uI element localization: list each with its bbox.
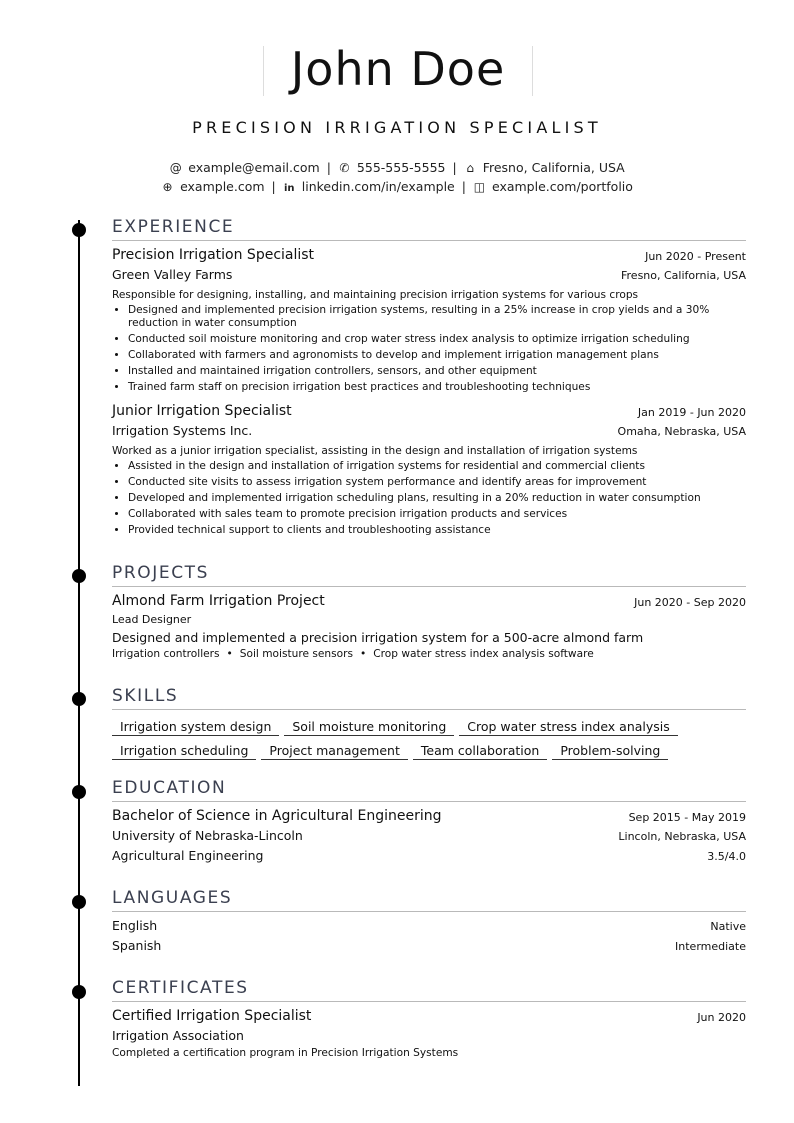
section-divider [112, 586, 746, 587]
timeline-dot-languages [72, 895, 86, 909]
section-divider [112, 911, 746, 912]
timeline-line [78, 220, 80, 1086]
job-dates: Jan 2019 - Jun 2020 [637, 406, 746, 419]
timeline-dot-education [72, 785, 86, 799]
list-item: • Collaborated with sales team to promote precision irrigation products and services [128, 508, 746, 521]
at-icon: @ [169, 161, 182, 175]
job-summary: Worked as a junior irrigation specialist, assisting in the design and installation of irrigation systems [112, 445, 638, 457]
skill-chip: Soil moisture monitoring [284, 718, 454, 736]
section-heading: LANGUAGES [112, 888, 233, 908]
field-of-study: Agricultural Engineering [112, 848, 264, 863]
school-location: Lincoln, Nebraska, USA [618, 830, 746, 843]
phone-icon: ✆ [339, 161, 350, 175]
email-contact[interactable] [169, 160, 319, 175]
project-tag: Crop water stress index analysis software [373, 648, 594, 660]
projects-section [112, 561, 746, 660]
globe-icon: ⊕ [162, 180, 173, 194]
linkedin-contact[interactable] [283, 179, 455, 194]
section-heading: EXPERIENCE [112, 217, 235, 237]
section-heading: EDUCATION [112, 778, 227, 798]
email-text: example@email.com [188, 160, 320, 175]
project-tags [112, 648, 746, 660]
portfolio-contact[interactable] [473, 179, 633, 194]
education-dates: Sep 2015 - May 2019 [628, 811, 746, 824]
skill-chip: Project management [261, 742, 407, 760]
portfolio-text: example.com/portfolio [491, 179, 633, 194]
project-role: Lead Designer [112, 613, 192, 626]
education-section [112, 776, 746, 868]
skill-chip: Irrigation system design [112, 718, 279, 736]
languages-section [112, 886, 746, 958]
certificate-name: Certified Irrigation Specialist [112, 1008, 312, 1024]
linkedin-text: linkedin.com/in/example [301, 179, 455, 194]
section-heading: PROJECTS [112, 563, 210, 583]
job-position: Precision Irrigation Specialist [112, 247, 315, 263]
location-contact [464, 160, 625, 175]
website-contact[interactable] [161, 179, 264, 194]
candidate-name: John Doe [290, 42, 506, 96]
timeline-dot-skills [72, 692, 86, 706]
project-tag: Irrigation controllers [112, 648, 220, 660]
portfolio-icon: ◫ [473, 180, 486, 194]
tag-separator: • [226, 648, 233, 660]
section-heading: SKILLS [112, 686, 179, 706]
section-divider [112, 801, 746, 802]
language-row [112, 938, 746, 958]
section-divider [112, 240, 746, 241]
job-location: Fresno, California, USA [621, 269, 746, 282]
job-company: Green Valley Farms [112, 267, 233, 282]
timeline-dot-projects [72, 569, 86, 583]
list-item: • Collaborated with farmers and agronomists to develop and implement irrigation management plans [128, 349, 746, 362]
job-company: Irrigation Systems Inc. [112, 423, 253, 438]
language-level: Intermediate [675, 940, 746, 953]
list-item: • Assisted in the design and installation of irrigation systems for residential and commercial clients [128, 460, 746, 473]
language-name: English [112, 918, 158, 933]
list-item: • Conducted soil moisture monitoring and crop water stress index analysis to optimize irrigation scheduling [128, 333, 746, 346]
project-dates: Jun 2020 - Sep 2020 [634, 596, 746, 609]
name-frame [263, 42, 533, 96]
skill-chip: Problem-solving [552, 742, 668, 760]
project-tag: Soil moisture sensors [239, 648, 354, 660]
contact-row-2 [0, 179, 794, 194]
skills-section [112, 684, 746, 764]
certificate-entry [112, 1008, 746, 1060]
language-list [112, 918, 746, 958]
education-entry [112, 808, 746, 868]
job-entry [112, 403, 746, 537]
home-icon: ⌂ [466, 161, 475, 175]
contact-separator: | [326, 160, 331, 175]
phone-contact[interactable] [338, 160, 446, 175]
contact-separator: | [452, 160, 457, 175]
contact-separator: | [461, 179, 466, 194]
job-bullets [112, 460, 746, 537]
certificates-section [112, 976, 746, 1060]
skill-row [112, 740, 746, 764]
certificate-date: Jun 2020 [697, 1011, 746, 1024]
language-name: Spanish [112, 938, 162, 953]
language-level: Native [710, 920, 746, 933]
language-row [112, 918, 746, 938]
experience-section [112, 215, 746, 540]
list-item: • Trained farm staff on precision irrigation best practices and troubleshooting techniques [128, 381, 746, 394]
skill-row [112, 716, 746, 740]
website-text: example.com [180, 179, 265, 194]
certificate-description: Completed a certification program in Precision Irrigation Systems [112, 1047, 459, 1059]
skill-chip: Crop water stress index analysis [459, 718, 677, 736]
list-item: • Developed and implemented irrigation scheduling plans, resulting in a 20% reduction in water consumption [128, 492, 746, 505]
project-title: Almond Farm Irrigation Project [112, 593, 325, 609]
skill-chips [112, 716, 746, 764]
skill-chip: Team collaboration [413, 742, 547, 760]
job-bullets [112, 304, 746, 394]
degree-title: Bachelor of Science in Agricultural Engineering [112, 808, 442, 824]
linkedin-icon: in [283, 183, 295, 194]
list-item: • Installed and maintained irrigation controllers, sensors, and other equipment [128, 365, 746, 378]
list-item: • Provided technical support to clients and troubleshooting assistance [128, 524, 746, 537]
school-name: University of Nebraska-Lincoln [112, 828, 303, 843]
skill-chip: Irrigation scheduling [112, 742, 256, 760]
section-heading: CERTIFICATES [112, 978, 249, 998]
timeline-dot-certificates [72, 985, 86, 999]
job-summary: Responsible for designing, installing, and maintaining precision irrigation systems for various crops [112, 289, 639, 301]
section-divider [112, 709, 746, 710]
list-item: • Designed and implemented precision irrigation systems, resulting in a 25% increase in crop yields and a 30% reduction in water consumption [128, 304, 746, 330]
tag-separator: • [360, 648, 367, 660]
section-divider [112, 1001, 746, 1002]
gpa: 3.5/4.0 [707, 850, 746, 863]
job-position: Junior Irrigation Specialist [112, 403, 292, 419]
job-dates: Jun 2020 - Present [645, 250, 746, 263]
timeline-dot-experience [72, 223, 86, 237]
list-item: • Conducted site visits to assess irrigation system performance and identify areas for improvement [128, 476, 746, 489]
project-entry [112, 593, 746, 660]
contact-separator: | [271, 179, 276, 194]
project-description: Designed and implemented a precision irrigation system for a 500-acre almond farm [112, 630, 644, 645]
location-text: Fresno, California, USA [482, 160, 625, 175]
job-title: PRECISION IRRIGATION SPECIALIST [192, 118, 602, 137]
job-location: Omaha, Nebraska, USA [617, 425, 746, 438]
contact-row-1 [0, 160, 794, 175]
job-entry [112, 247, 746, 394]
phone-text: 555-555-5555 [356, 160, 446, 175]
certificate-issuer: Irrigation Association [112, 1028, 244, 1043]
